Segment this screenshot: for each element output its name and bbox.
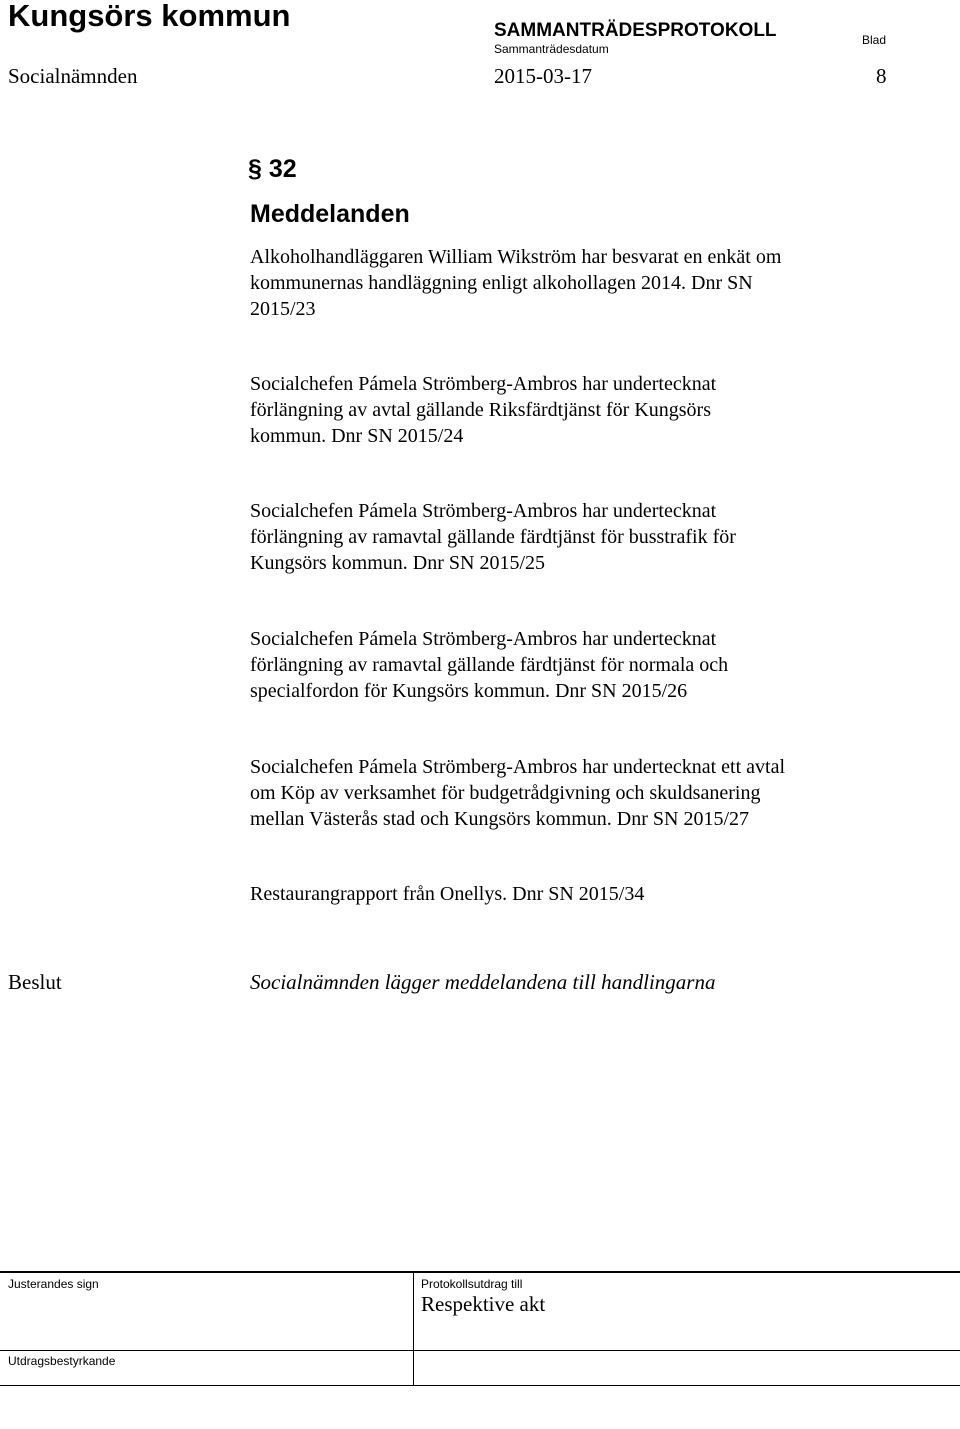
page-label: Blad	[862, 33, 887, 47]
section-number: § 32	[248, 155, 297, 183]
footer-column-divider	[413, 1271, 414, 1386]
paragraph-line: Kungsörs kommun. Dnr SN 2015/25	[250, 552, 546, 574]
paragraph-line: Socialchefen Pámela Strömberg-Ambros har undertecknat	[250, 373, 717, 395]
paragraph	[250, 754, 890, 832]
paragraph-line: kommun. Dnr SN 2015/24	[250, 425, 464, 447]
paragraph-line: om Köp av verksamhet för budgetrådgivning och skuldsanering	[250, 782, 761, 804]
paragraph	[250, 626, 890, 704]
paragraph-line: specialfordon för Kungsörs kommun. Dnr SN 2015/26	[250, 680, 688, 702]
decision-text: Socialnämnden lägger meddelandena till handlingarna	[250, 970, 716, 994]
section-title: Meddelanden	[250, 200, 410, 228]
paragraph-line: Socialchefen Pámela Strömberg-Ambros har undertecknat	[250, 628, 717, 650]
paragraph-line: Restaurangrapport från Onellys. Dnr SN 2015/34	[250, 883, 645, 905]
paragraph-line: förlängning av ramavtal gällande färdtjänst för busstrafik för	[250, 526, 736, 548]
paragraph-line: Alkoholhandläggaren William Wikström har besvarat en enkät om	[250, 246, 782, 268]
paragraph-line: förlängning av ramavtal gällande färdtjänst för normala och	[250, 654, 729, 676]
page-number: 8	[876, 64, 887, 88]
paragraph	[250, 881, 890, 907]
paragraph-line: 2015/23	[250, 298, 316, 320]
paragraph-line: mellan Västerås stad och Kungsörs kommun. Dnr SN 2015/27	[250, 808, 750, 830]
signer-label: Justerandes sign	[8, 1277, 99, 1291]
paragraph	[250, 371, 890, 449]
paragraph-line: Socialchefen Pámela Strömberg-Ambros har undertecknat	[250, 500, 717, 522]
paragraph-line: förlängning av avtal gällande Riksfärdtjänst för Kungsörs	[250, 399, 711, 421]
footer-bottom-rule	[0, 1385, 960, 1386]
footer-row-divider	[0, 1350, 960, 1351]
protocol-type: SAMMANTRÄDESPROTOKOLL	[494, 20, 777, 41]
meeting-date: 2015-03-17	[494, 64, 592, 88]
extract-value: Respektive akt	[421, 1292, 546, 1316]
committee-name: Socialnämnden	[8, 64, 138, 88]
paragraph-line: Socialchefen Pámela Strömberg-Ambros har undertecknat ett avtal	[250, 756, 785, 778]
municipality-name: Kungsörs kommun	[8, 0, 291, 33]
paragraph	[250, 244, 890, 322]
certifier-label: Utdragsbestyrkande	[8, 1354, 116, 1368]
decision-label: Beslut	[8, 970, 62, 994]
paragraph	[250, 498, 890, 576]
meeting-date-label: Sammanträdesdatum	[494, 42, 609, 56]
extract-label: Protokollsutdrag till	[421, 1277, 523, 1291]
paragraph-line: kommunernas handläggning enligt alkohollagen 2014. Dnr SN	[250, 272, 753, 294]
